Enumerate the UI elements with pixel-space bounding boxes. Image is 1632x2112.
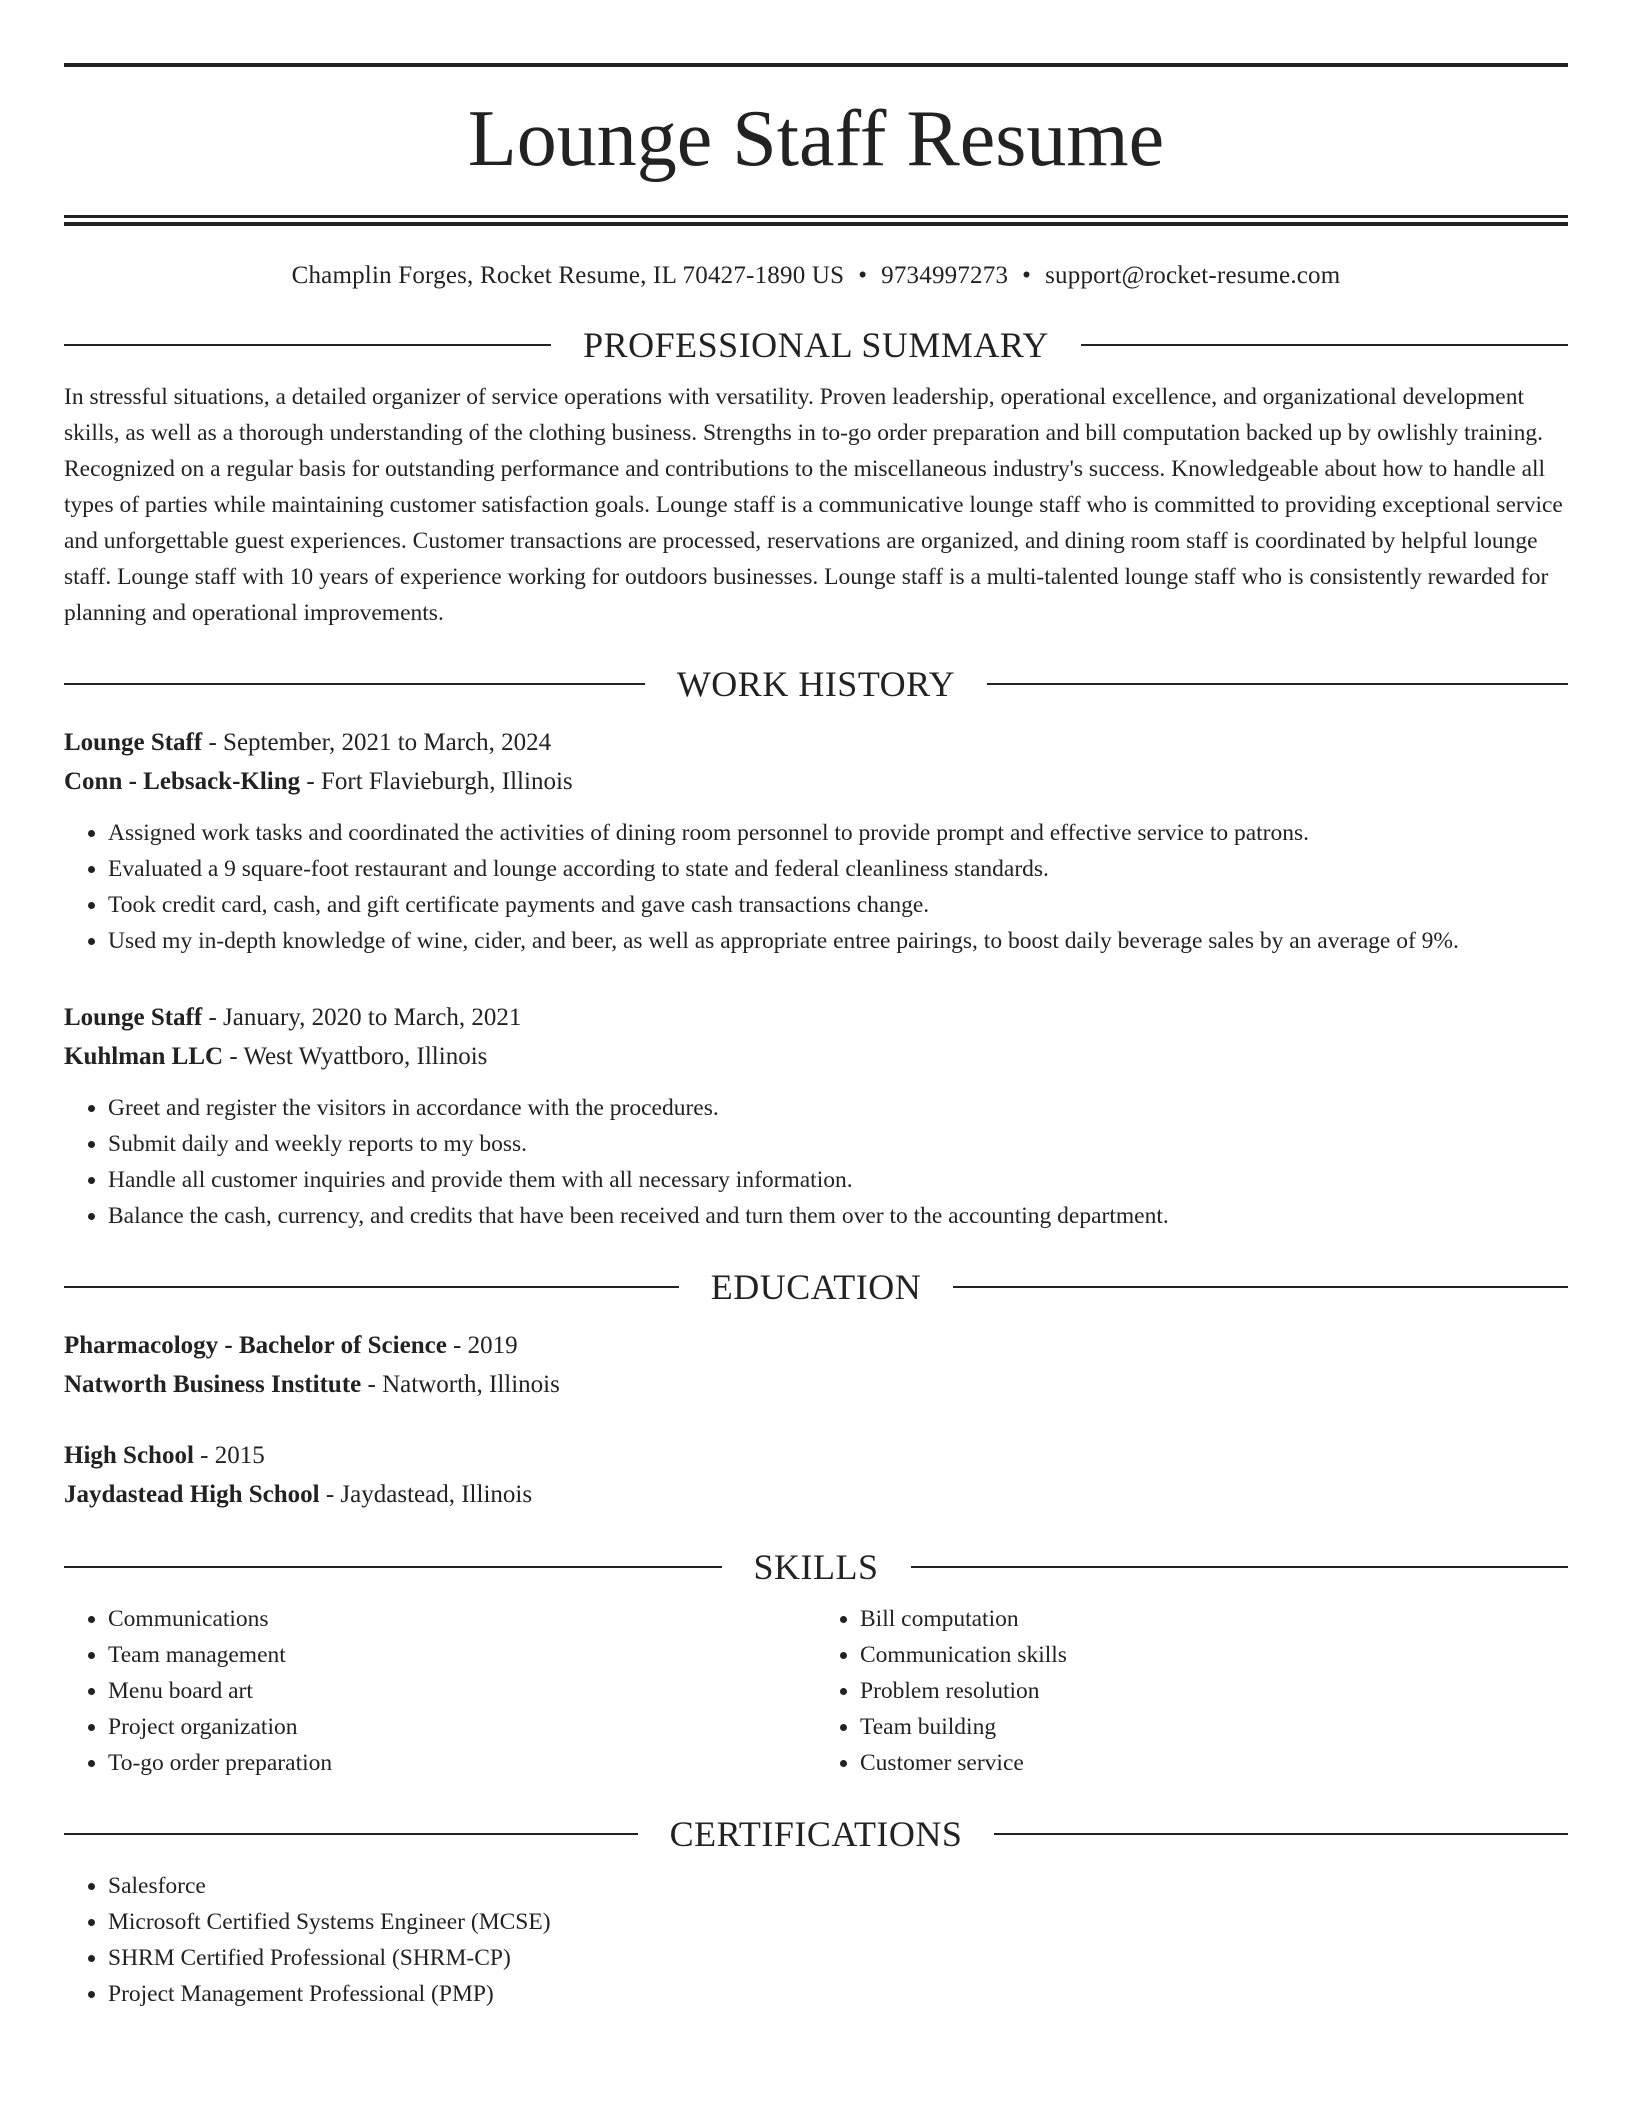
job-dates: - January, 2020 to March, 2021 xyxy=(202,1004,522,1031)
section-title: WORK HISTORY xyxy=(676,664,956,704)
contact-separator: • xyxy=(1022,262,1032,289)
skill-item: • Communications xyxy=(108,1601,816,1637)
list-item: • Assigned work tasks and coordinated the activities of dining room personnel to provide prompt and effective service to patrons. xyxy=(108,815,1568,851)
job-title-line xyxy=(64,999,1568,1038)
heading-rule-right xyxy=(953,1286,1568,1288)
section-heading-work-history xyxy=(64,664,1568,704)
education-school-line xyxy=(64,1366,1568,1405)
skill-item: • Bill computation xyxy=(860,1601,1568,1637)
job-company: Conn - Lebsack-Kling xyxy=(64,767,301,795)
job-dates: - September, 2021 to March, 2024 xyxy=(202,729,552,756)
section-title: EDUCATION xyxy=(710,1267,922,1307)
contact-separator: • xyxy=(858,262,868,289)
certification-item: • Salesforce xyxy=(108,1868,1568,1904)
contact-address: Champlin Forges, Rocket Resume, IL 70427-1890 US xyxy=(291,262,845,289)
heading-rule-left xyxy=(64,344,551,346)
skills-grid xyxy=(64,1601,1568,1781)
heading-rule-right xyxy=(994,1833,1568,1835)
skill-item: • Project organization xyxy=(108,1709,816,1745)
certification-item: • SHRM Certified Professional (SHRM-CP) xyxy=(108,1940,1568,1976)
job-role: Lounge Staff xyxy=(64,729,203,756)
job-title-line xyxy=(64,724,1568,763)
job-role: Lounge Staff xyxy=(64,1004,203,1031)
heading-rule-right xyxy=(911,1566,1569,1568)
education-degree: Pharmacology - Bachelor of Science xyxy=(64,1332,447,1359)
resume-page xyxy=(64,0,1568,2012)
top-rule xyxy=(64,63,1568,67)
list-item: • Used my in-depth knowledge of wine, cider, and beer, as well as appropriate entree pairings, to boost daily beverage sales by an average of 9%. xyxy=(108,923,1568,959)
education-year: - 2015 xyxy=(193,1442,265,1469)
job-company-line xyxy=(64,1038,1568,1077)
heading-rule-left xyxy=(64,1566,722,1568)
skill-item: • Team management xyxy=(108,1637,816,1673)
education-location: - Jaydastead, Illinois xyxy=(319,1480,533,1508)
list-item: • Balance the cash, currency, and credits that have been received and turn them over to the accounting department. xyxy=(108,1198,1568,1234)
education-year: - 2019 xyxy=(446,1332,518,1359)
heading-rule-left xyxy=(64,1833,638,1835)
education-location: - Natworth, Illinois xyxy=(361,1370,560,1398)
skills-column-left xyxy=(64,1601,816,1781)
heading-rule-right xyxy=(1081,344,1568,346)
skill-item: • Communication skills xyxy=(860,1637,1568,1673)
list-item: • Greet and register the visitors in accordance with the procedures. xyxy=(108,1090,1568,1126)
education-entry xyxy=(64,1327,1568,1404)
education-school: Jaydastead High School xyxy=(64,1480,320,1508)
title-double-rule xyxy=(64,215,1568,226)
heading-rule-left xyxy=(64,683,645,685)
education-degree-line xyxy=(64,1327,1568,1366)
contact-phone: 9734997273 xyxy=(881,262,1009,289)
job-entry xyxy=(64,724,1568,959)
certification-item: • Microsoft Certified Systems Engineer (MCSE) xyxy=(108,1904,1568,1940)
job-bullets xyxy=(64,1090,1568,1234)
section-heading-summary xyxy=(64,325,1568,365)
list-item: • Took credit card, cash, and gift certificate payments and gave cash transactions change. xyxy=(108,887,1568,923)
skill-item: • Customer service xyxy=(860,1745,1568,1781)
skills-column-right xyxy=(816,1601,1568,1781)
skill-item: • Menu board art xyxy=(108,1673,816,1709)
job-entry xyxy=(64,999,1568,1234)
summary-paragraph: In stressful situations, a detailed organizer of service operations with versatility. Proven leadership, operational excellence, and organizational development skills, as well as a thorough understanding of the clothing business. Strengths in to-go order preparation and bill computation backed up by owlishly training. Recognized on a regular basis for outstanding performance and contributions to the miscellaneous industry's success. Knowledgeable about how to handle all types of parties while maintaining customer satisfaction goals. Lounge staff is a communicative lounge staff who is committed to providing exceptional service and unforgettable guest experiences. Customer transactions are processed, reservations are organized, and dining room staff is coordinated by helpful lounge staff. Lounge staff with 10 years of experience working for outdoors businesses. Lounge staff is a multi-talented lounge staff who is consistently rewarded for planning and operational improvements. xyxy=(64,384,1563,626)
list-item: • Submit daily and weekly reports to my boss. xyxy=(108,1126,1568,1162)
education-degree-line xyxy=(64,1437,1568,1476)
certification-item: • Project Management Professional (PMP) xyxy=(108,1976,1568,2012)
job-location: - West Wyattboro, Illinois xyxy=(223,1042,488,1070)
heading-rule-left xyxy=(64,1286,679,1288)
section-heading-skills xyxy=(64,1547,1568,1587)
job-company-line xyxy=(64,763,1568,802)
list-item: • Handle all customer inquiries and provide them with all necessary information. xyxy=(108,1162,1568,1198)
page-title: Lounge Staff Resume xyxy=(467,95,1165,183)
contact-email: support@rocket-resume.com xyxy=(1045,262,1341,289)
section-title: CERTIFICATIONS xyxy=(669,1814,963,1854)
section-heading-certifications xyxy=(64,1814,1568,1854)
certifications-list xyxy=(64,1868,1568,2012)
section-title: SKILLS xyxy=(753,1547,879,1587)
skill-item: • To-go order preparation xyxy=(108,1745,816,1781)
job-location: - Fort Flavieburgh, Illinois xyxy=(300,767,573,795)
list-item: • Evaluated a 9 square-foot restaurant and lounge according to state and federal cleanliness standards. xyxy=(108,851,1568,887)
heading-rule-right xyxy=(987,683,1568,685)
education-entry xyxy=(64,1437,1568,1514)
section-heading-education xyxy=(64,1267,1568,1307)
education-degree: High School xyxy=(64,1442,194,1469)
job-company: Kuhlman LLC xyxy=(64,1042,224,1070)
skill-item: • Problem resolution xyxy=(860,1673,1568,1709)
skill-item: • Team building xyxy=(860,1709,1568,1745)
education-school: Natworth Business Institute xyxy=(64,1370,362,1398)
contact-line xyxy=(64,260,1568,292)
job-bullets xyxy=(64,815,1568,959)
education-school-line xyxy=(64,1476,1568,1515)
section-title: PROFESSIONAL SUMMARY xyxy=(583,325,1049,365)
